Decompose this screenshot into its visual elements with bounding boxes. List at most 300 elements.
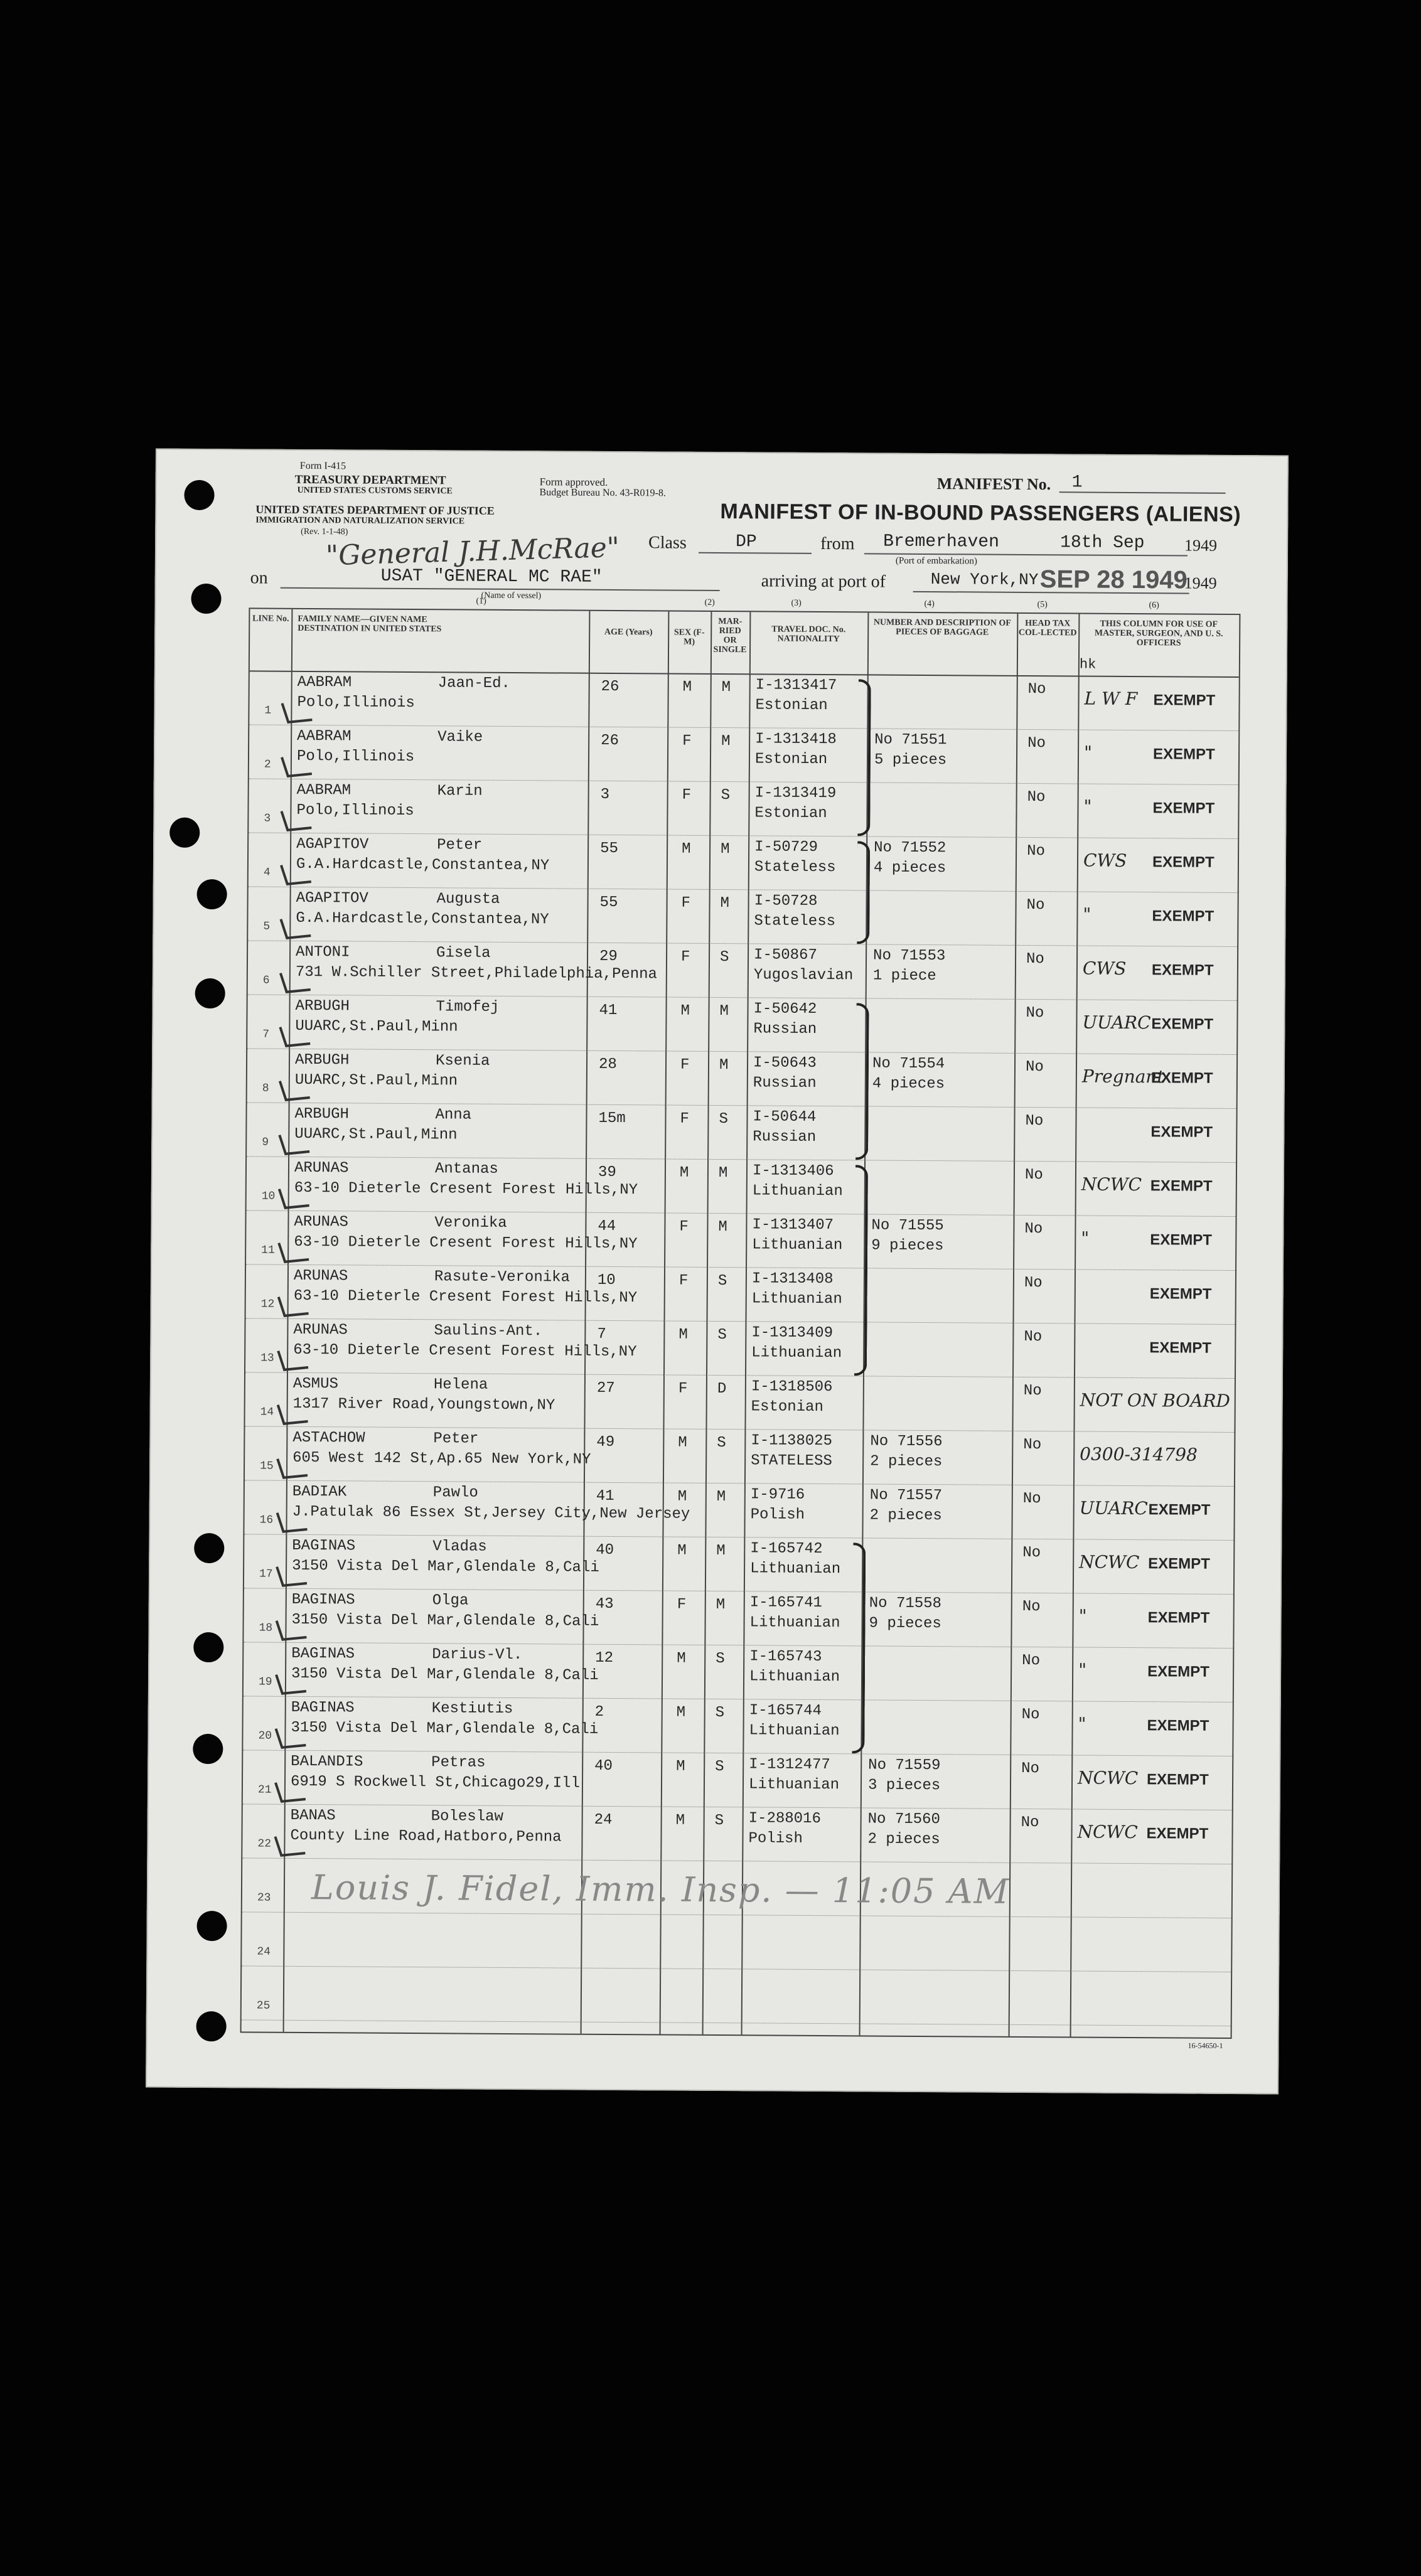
cell-family: BANAS — [290, 1807, 336, 1825]
cell-doc: I-1313417 — [755, 676, 837, 695]
cell-family: BAGINAS — [291, 1645, 355, 1663]
officer-initials: hk — [1079, 656, 1097, 673]
cell-tax: No — [1027, 681, 1046, 698]
passenger-table — [240, 607, 1241, 2039]
cell-bag2: 9 pieces — [869, 1615, 941, 1633]
cell-given: Anna — [435, 1106, 472, 1124]
cell-tax: No — [1024, 1274, 1043, 1292]
cell-ms: S — [717, 1273, 727, 1290]
cell-sex: F — [679, 1218, 689, 1236]
cell-sex: F — [682, 786, 692, 804]
cell-tax: No — [1022, 1490, 1041, 1508]
cell-age: 55 — [599, 894, 618, 912]
cell-given: Olga — [432, 1592, 469, 1610]
table-row — [249, 778, 1238, 839]
line-number: 17 — [259, 1568, 273, 1581]
line-number: 18 — [259, 1622, 273, 1635]
cell-nat: Russian — [753, 1128, 817, 1146]
cell-doc: I-165741 — [749, 1594, 823, 1612]
cell-doc: I-1318506 — [751, 1378, 833, 1396]
cell-ms: S — [719, 1111, 728, 1128]
cell-ms: M — [716, 1488, 726, 1506]
cell-bag2: 4 pieces — [873, 859, 946, 877]
from-label: from — [820, 533, 855, 554]
cell-nat: Estonian — [751, 1398, 823, 1416]
cell-family: BAGINAS — [291, 1699, 355, 1717]
cell-bag1: No 71552 — [874, 839, 946, 857]
cell-officer: " — [1083, 904, 1091, 925]
line-number: 12 — [260, 1298, 275, 1311]
cell-ms: M — [719, 1003, 729, 1020]
vessel-value: USAT "GENERAL MC RAE" — [380, 566, 603, 587]
departure-date: 18th Sep — [1060, 533, 1145, 553]
cell-age: 49 — [596, 1433, 615, 1451]
cell-age: 2 — [594, 1703, 604, 1721]
cell-age: 29 — [599, 948, 618, 966]
arrival-date-stamp: SEP 28 1949 — [1039, 565, 1188, 594]
cell-tax: No — [1023, 1436, 1042, 1454]
cell-nat: Lithuanian — [748, 1776, 840, 1794]
cell-nat: Polish — [750, 1506, 805, 1524]
cell-family: ANTONI — [296, 943, 350, 961]
cell-dest: 731 W.Schiller Street,Philadelphia,Penna — [295, 963, 658, 983]
cell-given: Helena — [433, 1376, 488, 1394]
cell-age: 10 — [597, 1271, 616, 1290]
cell-doc: I-50729 — [754, 838, 818, 856]
cell-ms: M — [719, 1057, 729, 1074]
punch-hole — [197, 879, 227, 909]
cell-tax: No — [1025, 1058, 1044, 1076]
cell-status: EXEMPT — [1152, 853, 1215, 871]
header-officers: THIS COLUMN FOR USE OF MASTER, SURGEON, AND U. S. OFFICERS — [1094, 619, 1223, 648]
cell-given: Vaike — [437, 729, 483, 746]
cell-given: Veronika — [434, 1214, 507, 1232]
vessel-caption: (Name of vessel) — [481, 591, 542, 601]
header-married: MAR-RIED OR SINGLE — [713, 616, 747, 655]
family-group-brace — [857, 679, 871, 836]
cell-officer: 0300-314798 — [1080, 1443, 1198, 1465]
departure-year: 1949 — [1184, 536, 1218, 555]
manifest-no-label: MANIFEST No. — [936, 474, 1051, 494]
cell-dest: G.A.Hardcastle,Constantea,NY — [296, 855, 550, 875]
cell-sex: M — [679, 1164, 689, 1182]
cell-doc: I-9716 — [750, 1486, 805, 1504]
table-row — [244, 1588, 1233, 1649]
table-row-empty — [242, 1911, 1231, 1972]
cell-ms: M — [721, 733, 731, 751]
cell-sex: F — [678, 1272, 689, 1290]
cell-dest: 3150 Vista Del Mar,Glendale 8,Cali — [291, 1665, 599, 1684]
cell-status: EXEMPT — [1148, 1555, 1210, 1573]
line-number: 15 — [260, 1460, 274, 1473]
cell-family: ASTACHOW — [292, 1429, 365, 1447]
header-baggage: NUMBER AND DESCRIPTION OF PIECES OF BAGGAGE — [873, 617, 1011, 638]
cell-age: 44 — [598, 1217, 616, 1236]
class-value: DP — [736, 532, 757, 552]
table-header — [250, 609, 1240, 678]
cell-nat: Lithuanian — [749, 1668, 840, 1686]
table-row — [246, 1264, 1236, 1325]
arrival-year: 1949 — [1184, 574, 1217, 592]
cell-bag1: No 71554 — [872, 1055, 945, 1073]
line-number: 14 — [260, 1406, 274, 1419]
cell-status: EXEMPT — [1152, 799, 1215, 817]
cell-family: BALANDIS — [291, 1753, 363, 1771]
punch-hole — [195, 978, 225, 1008]
cell-nat: STATELESS — [751, 1452, 832, 1470]
table-row — [243, 1750, 1233, 1810]
cell-age: 28 — [598, 1056, 617, 1074]
cell-ms: S — [715, 1758, 724, 1776]
cell-ms: M — [720, 895, 730, 912]
cell-officer: " — [1078, 1713, 1086, 1734]
cell-dest: J.Patulak 86 Essex St,Jersey City,New Jersey — [292, 1503, 690, 1523]
cell-officer: " — [1081, 1227, 1090, 1249]
cell-given: Boleslaw — [431, 1808, 503, 1825]
cell-bag1: No 71557 — [869, 1487, 943, 1505]
line-number: 19 — [258, 1675, 272, 1689]
cell-doc: I-1312477 — [749, 1756, 830, 1774]
cell-dest: Polo,Illinois — [296, 801, 414, 820]
treasury-department: TREASURY DEPARTMENT — [294, 473, 446, 488]
table-row — [248, 940, 1238, 1001]
column-number: (3) — [791, 598, 802, 608]
table-row — [245, 1372, 1235, 1433]
cell-doc: I-165743 — [749, 1648, 822, 1666]
cell-dest: 6919 S Rockwell St,Chicago29,Ill — [290, 1773, 580, 1792]
cell-given: Kestiutis — [431, 1700, 513, 1718]
cell-bag2: 2 pieces — [867, 1830, 940, 1849]
cell-tax: No — [1021, 1760, 1040, 1778]
column-number: (1) — [476, 596, 486, 606]
cell-status: EXEMPT — [1150, 1231, 1213, 1249]
cell-doc: I-50728 — [754, 892, 818, 910]
cell-nat: Lithuanian — [749, 1722, 840, 1740]
cell-doc: I-1313419 — [754, 784, 837, 803]
cell-given: Darius-Vl. — [432, 1646, 523, 1664]
cell-tax: No — [1022, 1544, 1041, 1562]
cell-status: EXEMPT — [1147, 1717, 1209, 1734]
cell-officer: L W F — [1084, 688, 1138, 710]
cell-nat: Stateless — [754, 858, 836, 877]
line-number: 21 — [257, 1783, 272, 1797]
line-number: 13 — [260, 1352, 274, 1365]
cell-family: ARUNAS — [293, 1321, 348, 1339]
cell-officer: UUARC — [1082, 1012, 1151, 1034]
cell-age: 39 — [598, 1163, 616, 1182]
cell-ms: S — [721, 787, 731, 804]
cell-nat: Estonian — [754, 804, 827, 823]
cell-given: Saulins-Ant. — [434, 1322, 543, 1340]
column-number: (5) — [1037, 600, 1048, 610]
line-number: 16 — [259, 1514, 274, 1527]
cell-given: Ksenia — [435, 1052, 490, 1070]
cell-status: EXEMPT — [1147, 1663, 1209, 1681]
punch-hole — [191, 584, 221, 614]
cell-bag1: No 71556 — [870, 1433, 943, 1451]
cell-tax: No — [1021, 1706, 1040, 1724]
cell-family: ARBUGH — [294, 1051, 350, 1069]
punch-hole — [193, 1734, 223, 1764]
cell-dest: G.A.Hardcastle,Constantea,NY — [296, 909, 549, 929]
cell-bag1: No 71551 — [874, 731, 947, 749]
customs-service: UNITED STATES CUSTOMS SERVICE — [297, 485, 453, 496]
cell-given: Timofej — [436, 998, 500, 1016]
cell-officer: NCWC — [1079, 1551, 1140, 1573]
line-number: 2 — [264, 758, 271, 771]
cell-nat: Lithuanian — [749, 1614, 840, 1632]
cell-given: Jaan-Ed. — [437, 675, 511, 692]
cell-officer: " — [1078, 1605, 1087, 1627]
cell-sex: M — [680, 1002, 690, 1020]
cell-status: EXEMPT — [1152, 746, 1215, 763]
cell-officer: Pregnant — [1081, 1066, 1164, 1088]
cell-doc: I-50644 — [753, 1108, 817, 1126]
table-row — [244, 1534, 1234, 1595]
cell-sex: M — [678, 1326, 688, 1344]
cell-sex: M — [677, 1650, 686, 1667]
column-number: (2) — [704, 597, 715, 607]
cell-given: Petras — [431, 1754, 486, 1772]
cell-nat: Estonian — [754, 751, 828, 769]
family-group-brace — [855, 1003, 869, 1160]
cell-bag2: 4 pieces — [872, 1075, 945, 1093]
cell-family: AABRAM — [297, 727, 351, 746]
cell-status: EXEMPT — [1151, 961, 1214, 979]
cell-officer: " — [1083, 796, 1092, 817]
on-label: on — [250, 568, 268, 588]
cell-tax: No — [1023, 1382, 1042, 1400]
form-approved: Form approved. — [539, 476, 608, 488]
cell-bag1: No 71553 — [872, 947, 946, 965]
line-number: 7 — [262, 1028, 270, 1041]
cell-age: 3 — [600, 786, 610, 803]
line-number: 4 — [263, 866, 271, 879]
cell-age: 55 — [600, 840, 619, 858]
manifest-document — [146, 449, 1289, 2095]
cell-ms: M — [718, 1219, 727, 1236]
cell-status: EXEMPT — [1149, 1285, 1212, 1303]
cell-tax: No — [1021, 1814, 1039, 1832]
punch-hole — [184, 480, 214, 510]
cell-family: ARUNAS — [294, 1213, 348, 1231]
cell-sex: M — [676, 1758, 685, 1775]
cell-status: EXEMPT — [1149, 1339, 1212, 1357]
cell-nat: Lithuanian — [751, 1344, 842, 1362]
line-number: 8 — [262, 1082, 269, 1095]
cell-family: AABRAM — [297, 673, 352, 692]
cell-age: 40 — [596, 1541, 614, 1559]
cell-status: EXEMPT — [1151, 1015, 1214, 1033]
header-head-tax: HEAD TAX COL-LECTED — [1018, 618, 1077, 638]
family-group-brace — [857, 841, 870, 944]
punch-hole — [196, 2011, 226, 2041]
cell-given: Peter — [437, 836, 483, 854]
cell-officer: CWS — [1083, 850, 1127, 871]
cell-doc: I-50867 — [753, 946, 817, 964]
cell-bag2: 3 pieces — [867, 1777, 941, 1795]
line-number: 1 — [264, 704, 272, 717]
cell-sex: F — [678, 1380, 688, 1398]
table-row — [242, 1804, 1232, 1864]
cell-ms: M — [718, 1165, 728, 1182]
cell-dest: 1317 River Road,Youngstown,NY — [292, 1395, 555, 1414]
ins-label: IMMIGRATION AND NATURALIZATION SERVICE — [255, 515, 465, 526]
cell-doc: I-1313409 — [751, 1324, 834, 1342]
header-travel-doc: TRAVEL DOC. No. NATIONALITY — [771, 624, 846, 644]
cell-tax: No — [1024, 1220, 1043, 1238]
table-row — [247, 1102, 1236, 1163]
cell-status: EXEMPT — [1150, 1177, 1213, 1195]
cell-given: Gisela — [436, 944, 491, 962]
cell-family: AGAPITOV — [296, 889, 368, 907]
table-row — [249, 670, 1239, 731]
cell-family: ARUNAS — [294, 1159, 349, 1177]
cell-tax: No — [1027, 735, 1046, 752]
cell-nat: Yugoslavian — [753, 966, 854, 985]
cell-doc: I-1313406 — [752, 1162, 834, 1180]
cell-age: 40 — [594, 1757, 613, 1775]
cell-nat: Stateless — [754, 912, 836, 931]
cell-doc: I-1138025 — [751, 1432, 833, 1450]
cell-dest: 3150 Vista Del Mar,Glendale 8,Cali — [291, 1611, 599, 1630]
cell-family: ARBUGH — [294, 1105, 350, 1123]
table-row-empty — [242, 1965, 1231, 2026]
arriving-label: arriving at port of — [761, 571, 886, 592]
cell-family: ARUNAS — [293, 1267, 348, 1285]
cell-nat: Estonian — [755, 697, 828, 715]
class-label: Class — [648, 533, 687, 553]
cell-dest: UUARC,St.Paul,Minn — [294, 1125, 458, 1144]
cell-sex: F — [681, 894, 691, 912]
table-row — [243, 1696, 1233, 1756]
cell-age: 24 — [594, 1811, 613, 1829]
cell-officer: NCWC — [1077, 1767, 1139, 1789]
line-number: 10 — [261, 1190, 276, 1203]
cell-ms: S — [714, 1812, 724, 1830]
cell-officer: NCWC — [1081, 1173, 1142, 1195]
cell-dest: 63-10 Dieterle Cresent Forest Hills,NY — [293, 1341, 637, 1361]
cell-bag2: 9 pieces — [871, 1237, 944, 1255]
footer-code: 16-54650-1 — [1188, 2041, 1223, 2050]
table-row — [247, 1156, 1236, 1217]
cell-tax: No — [1026, 950, 1044, 968]
cell-family: AABRAM — [296, 781, 351, 799]
cell-sex: M — [678, 1434, 687, 1451]
cell-status: EXEMPT — [1146, 1825, 1209, 1842]
cell-dest: Polo,Illinois — [297, 693, 415, 712]
cell-sex: M — [682, 678, 692, 696]
cell-status: EXEMPT — [1148, 1501, 1211, 1519]
cell-dest: 605 West 142 St,Ap.65 New York,NY — [292, 1449, 591, 1468]
column-number: (6) — [1149, 601, 1159, 611]
header-sex: SEX (F-M) — [673, 628, 705, 647]
table-row — [245, 1318, 1235, 1379]
table-row — [249, 832, 1238, 893]
cell-doc: I-50642 — [753, 1000, 817, 1018]
cell-dest: UUARC,St.Paul,Minn — [295, 1017, 458, 1036]
cell-doc: I-165744 — [749, 1702, 822, 1720]
cell-given: Pawlo — [432, 1484, 478, 1502]
table-row — [244, 1480, 1234, 1541]
line-number: 9 — [262, 1136, 269, 1149]
line-number: 11 — [261, 1244, 275, 1257]
punch-hole — [196, 1911, 227, 1941]
inspector-signature: Louis J. Fidel, Imm. Insp. — 11:05 AM — [311, 1868, 1011, 1911]
cell-ms: S — [717, 1327, 727, 1344]
cell-age: 43 — [595, 1595, 614, 1613]
family-group-brace — [852, 1542, 866, 1753]
cell-ms: D — [717, 1381, 727, 1398]
cell-dest: Polo,Illinois — [296, 747, 415, 766]
cell-bag1: No 71558 — [869, 1595, 942, 1613]
cell-family: BADIAK — [292, 1483, 347, 1501]
cell-ms: M — [721, 841, 730, 858]
cell-officer: UUARC — [1079, 1497, 1148, 1519]
line-number: 25 — [256, 1999, 271, 2012]
cell-status: EXEMPT — [1147, 1609, 1210, 1627]
cell-bag2: 2 pieces — [869, 1507, 942, 1525]
cell-tax: No — [1022, 1652, 1041, 1670]
cell-tax: No — [1024, 1328, 1043, 1346]
column-number: (4) — [924, 599, 935, 609]
cell-nat: Russian — [753, 1074, 817, 1092]
cell-doc: I-288016 — [748, 1810, 821, 1828]
cell-tax: No — [1026, 1004, 1044, 1022]
cell-sex: F — [680, 1056, 690, 1074]
form-number: Form I-415 — [299, 460, 346, 472]
cell-nat: Russian — [753, 1020, 817, 1038]
cell-officer: NOT ON BOARD — [1080, 1389, 1231, 1411]
cell-age: 41 — [596, 1487, 614, 1505]
cell-ms: S — [715, 1704, 725, 1722]
cell-dest: 63-10 Dieterle Cresent Forest Hills,NY — [293, 1287, 638, 1307]
table-row — [244, 1642, 1233, 1702]
cell-family: ARBUGH — [295, 997, 350, 1015]
punch-hole — [169, 818, 200, 848]
cell-bag1: No 71555 — [871, 1217, 944, 1235]
cell-age: 15m — [598, 1109, 626, 1128]
cell-sex: F — [680, 1110, 689, 1128]
cell-bag1: No 71559 — [868, 1756, 941, 1775]
cell-nat: Lithuanian — [752, 1182, 843, 1200]
cell-status: EXEMPT — [1150, 1069, 1213, 1087]
cell-status: EXEMPT — [1152, 907, 1215, 925]
line-number: 5 — [263, 920, 271, 933]
cell-bag2: 1 piece — [872, 967, 936, 985]
cell-ms: M — [721, 679, 731, 697]
cell-family: BAGINAS — [291, 1591, 355, 1609]
cell-sex: M — [676, 1704, 686, 1721]
manifest-no-value: 1 — [1071, 473, 1083, 493]
header-name: FAMILY NAME—GIVEN NAME DESTINATION IN UNITED STATES — [298, 614, 442, 634]
cell-doc: I-165742 — [750, 1540, 823, 1558]
cell-given: Antanas — [434, 1160, 498, 1178]
cell-family: ASMUS — [292, 1375, 338, 1393]
cell-officer: CWS — [1082, 958, 1127, 979]
cell-age: 41 — [599, 1002, 618, 1020]
punch-hole — [194, 1533, 224, 1563]
cell-ms: S — [719, 949, 729, 966]
cell-dest: 3150 Vista Del Mar,Glendale 8,Cali — [292, 1557, 599, 1576]
from-value: Bremerhaven — [883, 532, 1000, 552]
punch-hole — [193, 1632, 223, 1662]
cell-dest: 3150 Vista Del Mar,Glendale 8,Cali — [291, 1719, 599, 1738]
cell-tax: No — [1024, 1166, 1043, 1184]
cell-bag2: 2 pieces — [870, 1453, 943, 1471]
manifest-title: MANIFEST OF IN-BOUND PASSENGERS (ALIENS) — [720, 500, 1241, 527]
port-value: New York,NY — [930, 570, 1039, 590]
